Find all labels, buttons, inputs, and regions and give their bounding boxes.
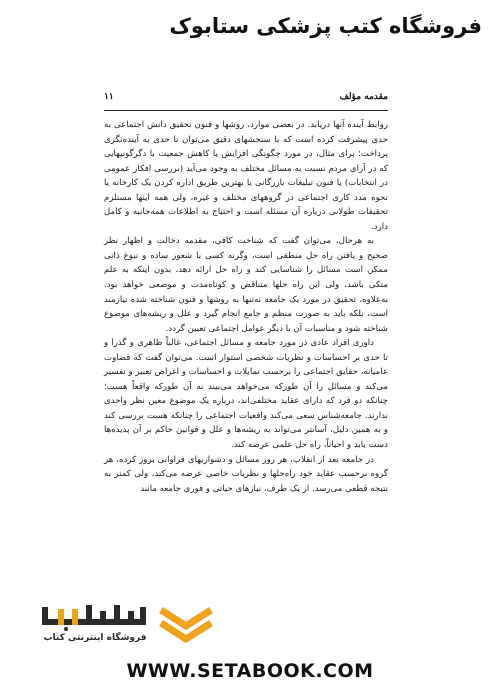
chapter-title: مقدمه مؤلف [339,92,388,102]
brand-wordmark-icon [36,603,154,631]
setabook-logo-text [36,603,154,651]
paragraph: داوری افراد عادی در مورد جامعه و مسائل اجتماعی، غالباً ظاهری و گذرا و تا حدی بر احساسات و نظریات شخصی استوار است. می‌توان گفت که قضاوت عامیانه، حقایق اجتماعی را برحسب تمایلات و احساسات و اغراض تعبیر و تفسیر می‌کند و مسائل را آن طورکه می‌خواهد می‌بیند نه آن طورکه واقعاً هست؛ چنانکه دو فرد که دارای عقاید مختلفی‌اند، درباره یک موضوع معین نظر واحدی ندارند. جامعه‌شناس سعی می‌کند واقعیات اجتماعی را چنانکه هست بررسی کند و به همین دلیل، آسانتر می‌تواند به ریشه‌ها و علل و قوانین حاکم بر آن پدیده‌ها دست یابد و احیاناً، راه حل علمی عرضه کند. [104,338,388,451]
logo-tagline: فروشگاه اینترنتی کتاب [43,633,147,643]
paragraph: روابط آینده آنها دریابد. در بعضی موارد، روشها و فنون تحقیق دانش اجتماعی به حدی پیشرفت کرده است که با سنجشهای دقیق می‌توان تا حدی به آینده‌نگری پرداخت؛ برای مثال، در مورد چگونگی افزایش یا کاهش جمعیت یا دگرگونیهایی که در آرای مردم نسبت به مسائل مختلف به وجود می‌آید (بررسی افکار عمومی در انتخابات) یا فنون تبلیغات بازرگانی یا بهترین طریق اداره کردن یک کارخانه یا نحوه مدد کاری اجتماعی در گروههای مختلف و غیره، ولی همه اینها مستلزم تحقیقات طولانی درباره آن مسئله است و احتیاج به اطلاعات همه‌جانبه و کامل دارد. [104,120,388,232]
paragraph: به هرحال، می‌توان گفت که شناخت کافی، مقدمه دخالت و اظهار نظر صحیح و یافتن راه حل منطقی است، وگرنه کسی با شعور ساده و نبوغ ذاتی ممکن است مسائل را شناسایی کند و راه حل ارائه دهد، بدون اینکه به علم متکی باشد، ولی این راه حلها متناقض و کوتاه‌مدت و موضعی خواهد بود. به‌علاوه، تحقیق در مورد یک جامعه نه‌تنها به روشها و فنون شناخته شده نیازمند است، بلکه باید به صورت منظم و جامع انجام گیرد و علل و ریشه‌های موضوع شناخته شود و مناسبات آن با دیگر عوامل اجتماعی تعیین گردد. [104,236,388,334]
setabook-logo-mark-icon [157,604,215,646]
body-text [104,118,388,496]
page-number: ۱۱ [104,92,114,102]
header-rule [104,110,388,111]
site-url[interactable]: WWW.SETABOOK.COM [126,660,374,682]
paragraph: در جامعه بعد از انقلاب، هر روز مسائل و دشواریهای فراوانی بروز کرده، هر گروه برحسب عقاید خود راه‌حلها و نظریات خاصی عرضه می‌کند، ولی کمتر به نتیجه قطعی می‌رسد. از یک طرف، نیازهای حیاتی و فوری جامعه مانند [104,454,388,494]
store-header: فروشگاه کتب پزشکی ستابوک [169,14,482,38]
running-head [104,92,388,108]
